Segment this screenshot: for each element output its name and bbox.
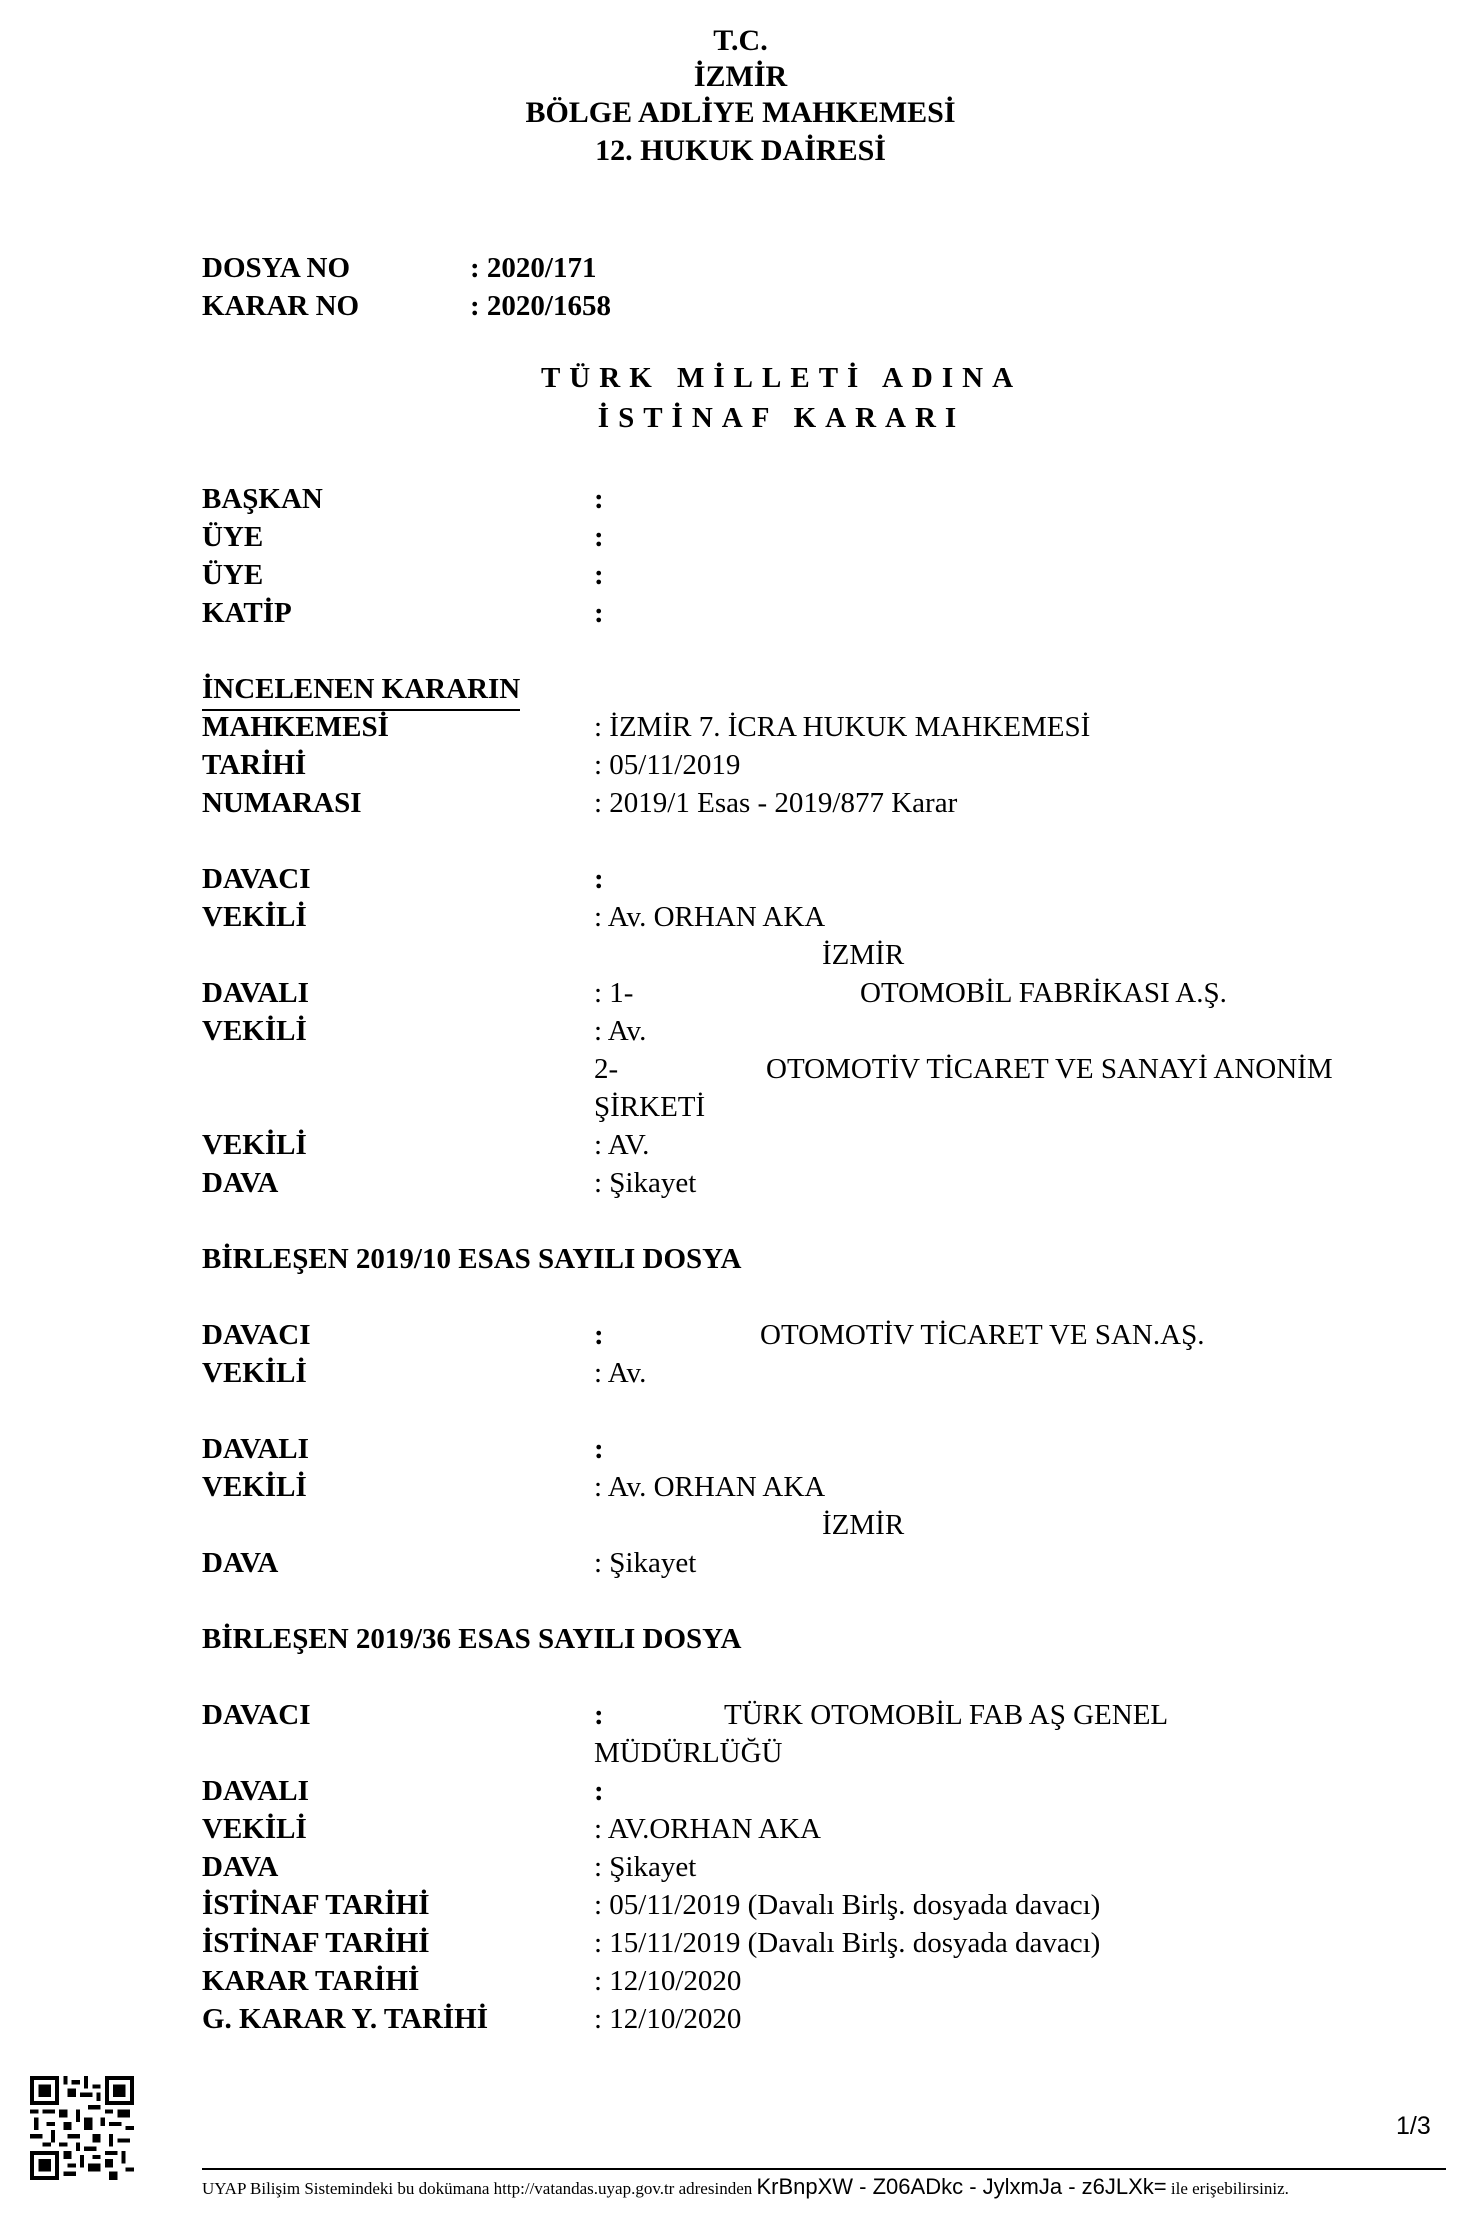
vekili-value: : AV.ORHAN AKA bbox=[594, 1813, 821, 1845]
vekili-row bbox=[0, 1468, 1481, 1506]
g-karar-tarihi-row bbox=[0, 2000, 1481, 2038]
davali1-name: OTOMOBİL FABRİKASI A.Ş. bbox=[860, 977, 1227, 1009]
davali2-name: OTOMOTİV TİCARET VE SANAYİ ANONİM bbox=[766, 1053, 1333, 1085]
davaci-colon: : bbox=[594, 863, 604, 895]
vekili-value: : Av. bbox=[594, 1357, 647, 1389]
vekili-row bbox=[0, 1354, 1481, 1392]
footer-text bbox=[202, 2174, 1452, 2200]
vekili-label: VEKİLİ bbox=[202, 1015, 307, 1047]
reviewed-heading-row bbox=[0, 670, 1481, 708]
vekili-value: : AV. bbox=[594, 1129, 650, 1161]
uye1-label: ÜYE bbox=[202, 521, 264, 553]
panel-row bbox=[0, 518, 1481, 556]
dava-label: DAVA bbox=[202, 1167, 279, 1199]
panel-row bbox=[0, 556, 1481, 594]
vekili-label: VEKİLİ bbox=[202, 1471, 307, 1503]
karar-no-value: : 2020/1658 bbox=[470, 290, 611, 322]
uye1-colon: : bbox=[594, 521, 604, 553]
baskan-label: BAŞKAN bbox=[202, 483, 323, 515]
baskan-colon: : bbox=[594, 483, 604, 515]
davaci-name: TÜRK OTOMOBİL FAB AŞ GENEL bbox=[724, 1699, 1169, 1731]
vekili-label: VEKİLİ bbox=[202, 1129, 307, 1161]
davali-row bbox=[0, 974, 1481, 1012]
vekili-city-row bbox=[0, 936, 1481, 974]
karar-tarihi-value: : 12/10/2020 bbox=[594, 1965, 742, 1997]
vekili-row bbox=[0, 1012, 1481, 1050]
davaci-row bbox=[0, 1316, 1481, 1354]
vekili-value: : Av. bbox=[594, 1015, 647, 1047]
vekili-row bbox=[0, 1126, 1481, 1164]
davali2-cont-row bbox=[0, 1088, 1481, 1126]
merged2-heading: BİRLEŞEN 2019/36 ESAS SAYILI DOSYA bbox=[202, 1623, 742, 1655]
dosya-no-label: DOSYA NO bbox=[202, 252, 351, 284]
dava-row bbox=[0, 1544, 1481, 1582]
vekili-city-row bbox=[0, 1506, 1481, 1544]
davali-label: DAVALI bbox=[202, 977, 309, 1009]
vekili-city: İZMİR bbox=[822, 939, 905, 971]
istinaf-tarihi-value: : 15/11/2019 (Davalı Birlş. dosyada davacı) bbox=[594, 1927, 1101, 1959]
numarasi-value: : 2019/1 Esas - 2019/877 Karar bbox=[594, 787, 958, 819]
dava-value: : Şikayet bbox=[594, 1167, 697, 1199]
decision-title-line2: İSTİNAF KARARI bbox=[597, 402, 966, 434]
dava-row bbox=[0, 1848, 1481, 1886]
header-court: BÖLGE ADLİYE MAHKEMESİ bbox=[525, 96, 956, 129]
vekili-value: : Av. ORHAN AKA bbox=[594, 901, 826, 933]
katip-colon: : bbox=[594, 597, 604, 629]
panel-row bbox=[0, 480, 1481, 518]
mahkemesi-value: : İZMİR 7. İCRA HUKUK MAHKEMESİ bbox=[594, 711, 1091, 743]
numarasi-row bbox=[0, 784, 1481, 822]
mahkemesi-row bbox=[0, 708, 1481, 746]
merged2-heading-row bbox=[0, 1620, 1481, 1658]
dava-row bbox=[0, 1164, 1481, 1202]
davaci-label: DAVACI bbox=[202, 1699, 311, 1731]
footer-access-code: KrBnpXW - Z06ADkc - JylxmJa - z6JLXk= bbox=[756, 2174, 1167, 2199]
header-tc: T.C. bbox=[713, 24, 768, 57]
vekili-value: : Av. ORHAN AKA bbox=[594, 1471, 826, 1503]
panel-row bbox=[0, 594, 1481, 632]
vekili-row bbox=[0, 898, 1481, 936]
davali2-num: 2- bbox=[594, 1053, 619, 1085]
merged1-heading: BİRLEŞEN 2019/10 ESAS SAYILI DOSYA bbox=[202, 1243, 742, 1275]
davaci-colon: : bbox=[594, 1319, 604, 1351]
davaci-colon: : bbox=[594, 1699, 604, 1731]
davaci-name-cont: MÜDÜRLÜĞÜ bbox=[594, 1737, 783, 1769]
istinaf-tarihi-value: : 05/11/2019 (Davalı Birlş. dosyada davacı) bbox=[594, 1889, 1101, 1921]
header-city: İZMİR bbox=[693, 60, 788, 93]
davali-value: : 1- bbox=[594, 977, 634, 1009]
page-number: 1/3 bbox=[1396, 2112, 1431, 2140]
dava-value: : Şikayet bbox=[594, 1851, 697, 1883]
davali-row bbox=[0, 1430, 1481, 1468]
uye2-label: ÜYE bbox=[202, 559, 264, 591]
tarihi-row bbox=[0, 746, 1481, 784]
davaci-row bbox=[0, 1696, 1481, 1734]
vekili-label: VEKİLİ bbox=[202, 1357, 307, 1389]
decision-title-line1: TÜRK MİLLETİ ADINA bbox=[540, 362, 1023, 394]
dava-label: DAVA bbox=[202, 1851, 279, 1883]
katip-label: KATİP bbox=[202, 597, 292, 629]
vekili-label: VEKİLİ bbox=[202, 1813, 307, 1845]
dava-label: DAVA bbox=[202, 1547, 279, 1579]
vekili-city: İZMİR bbox=[822, 1509, 905, 1541]
davali2-row bbox=[0, 1050, 1481, 1088]
header-chamber: 12. HUKUK DAİRESİ bbox=[595, 134, 886, 167]
merged1-heading-row bbox=[0, 1240, 1481, 1278]
g-karar-tarihi-label: G. KARAR Y. TARİHİ bbox=[202, 2003, 489, 2035]
tarihi-value: : 05/11/2019 bbox=[594, 749, 741, 781]
davaci-name: OTOMOTİV TİCARET VE SAN.AŞ. bbox=[760, 1319, 1205, 1351]
istinaf-tarihi-row bbox=[0, 1886, 1481, 1924]
davali-colon: : bbox=[594, 1433, 604, 1465]
dava-value: : Şikayet bbox=[594, 1547, 697, 1579]
karar-no-row bbox=[0, 287, 1481, 325]
reviewed-heading: İNCELENEN KARARIN bbox=[202, 670, 520, 711]
footer-text-before: UYAP Bilişim Sistemindeki bu dokümana http://vatandas.uyap.gov.tr adresinden bbox=[202, 2179, 753, 2198]
davaci-row bbox=[0, 860, 1481, 898]
vekili-row bbox=[0, 1810, 1481, 1848]
tarihi-label: TARİHİ bbox=[202, 749, 307, 781]
mahkemesi-label: MAHKEMESİ bbox=[202, 711, 389, 743]
davaci-label: DAVACI bbox=[202, 1319, 311, 1351]
istinaf-tarihi-row bbox=[0, 1924, 1481, 1962]
davali-label: DAVALI bbox=[202, 1775, 309, 1807]
karar-no-label: KARAR NO bbox=[202, 290, 360, 322]
dosya-no-value: : 2020/171 bbox=[470, 252, 597, 284]
istinaf-tarihi-label: İSTİNAF TARİHİ bbox=[202, 1889, 430, 1921]
istinaf-tarihi-label: İSTİNAF TARİHİ bbox=[202, 1927, 430, 1959]
dosya-no-row bbox=[0, 249, 1481, 287]
qr-code-icon bbox=[30, 2076, 134, 2180]
karar-tarihi-row bbox=[0, 1962, 1481, 2000]
davali-label: DAVALI bbox=[202, 1433, 309, 1465]
uye2-colon: : bbox=[594, 559, 604, 591]
davali-colon: : bbox=[594, 1775, 604, 1807]
vekili-label: VEKİLİ bbox=[202, 901, 307, 933]
davaci-label: DAVACI bbox=[202, 863, 311, 895]
davaci-cont-row bbox=[0, 1734, 1481, 1772]
davali-row bbox=[0, 1772, 1481, 1810]
numarasi-label: NUMARASI bbox=[202, 787, 362, 819]
footer-divider bbox=[202, 2168, 1446, 2170]
karar-tarihi-label: KARAR TARİHİ bbox=[202, 1965, 420, 1997]
davali2-name-cont: ŞİRKETİ bbox=[594, 1091, 706, 1123]
g-karar-tarihi-value: : 12/10/2020 bbox=[594, 2003, 742, 2035]
footer-text-after: ile erişebilirsiniz. bbox=[1170, 2179, 1289, 2198]
